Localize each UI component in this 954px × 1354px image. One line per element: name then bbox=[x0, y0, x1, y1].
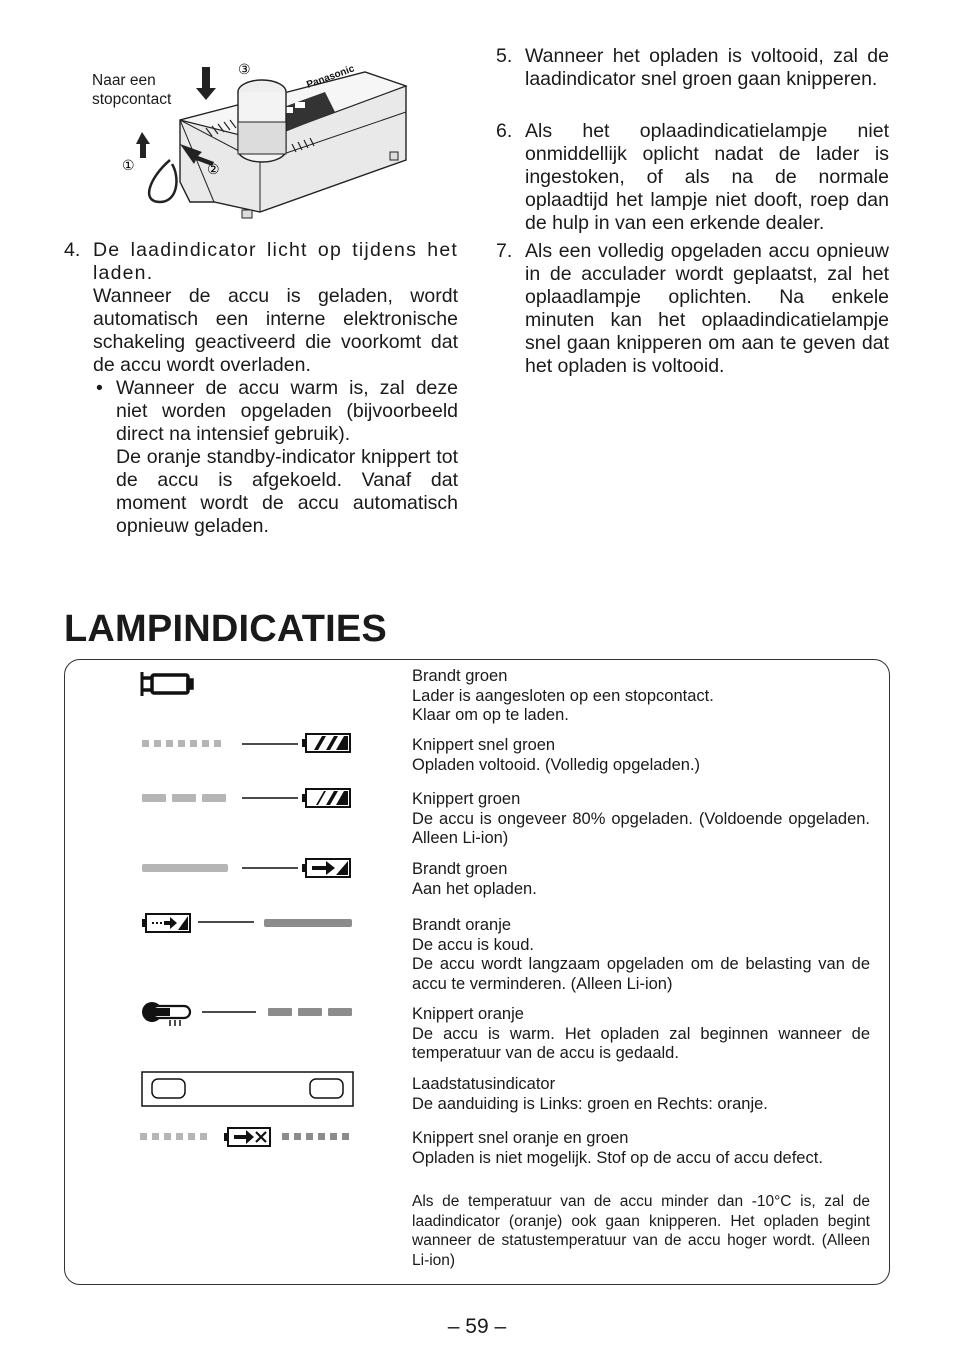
indicator-row-8 bbox=[412, 1129, 870, 1168]
callout-2: ② bbox=[207, 161, 220, 177]
battery-error-icon bbox=[224, 1128, 270, 1146]
status-indicator-icon bbox=[142, 1072, 353, 1106]
lamp-solid bbox=[142, 864, 228, 872]
indicator-row-2 bbox=[412, 736, 870, 775]
step-number: 6. bbox=[496, 120, 513, 142]
figure-label-line1: Naar een bbox=[92, 72, 156, 89]
step-text: Wanneer de accu is geladen, wordt automatisch een interne elektronische schakeling geactiveerd die voorkomt dat de accu wordt overladen. bbox=[93, 285, 458, 376]
step-text: Als het oplaadindicatielampje niet onmiddellijk oplicht nadat de lader is ingestoken, of als na de normale oplaadtijd het lampje niet dooft, roep dan de hulp in van een erkende dealer. bbox=[525, 120, 889, 234]
indicator-line: De accu is ongeveer 80% opgeladen. (Voldoende opgeladen. Alleen Li-ion) bbox=[412, 809, 870, 847]
arrow-down-icon bbox=[196, 67, 216, 100]
indicator-row-7 bbox=[412, 1075, 870, 1114]
callout-1: ① bbox=[122, 157, 135, 173]
battery-charging-icon bbox=[302, 859, 350, 877]
step-text: Wanneer het opladen is voltooid, zal de laadindicator snel groen gaan knipperen. bbox=[525, 45, 889, 90]
indicator-line: De accu wordt langzaam opgeladen om de belasting van de accu te verminderen. (Alleen Li-ion) bbox=[412, 955, 870, 993]
lamp-blink bbox=[142, 794, 226, 802]
battery-full-icon bbox=[302, 734, 350, 752]
lamp-fast-blink bbox=[142, 740, 221, 747]
lamp-solid bbox=[264, 919, 352, 927]
indicator-row-4 bbox=[412, 860, 870, 899]
lamp-fast-blink bbox=[282, 1133, 349, 1140]
indicator-line: Klaar om op te laden. bbox=[412, 706, 569, 724]
charger-illustration bbox=[110, 52, 420, 228]
indicator-row-1 bbox=[412, 667, 870, 726]
step-number: 4. bbox=[64, 239, 81, 261]
brand-logo: Panasonic bbox=[305, 63, 357, 91]
indicator-line: De accu is warm. Het opladen zal beginnen wanneer de temperatuur van de accu is gedaald. bbox=[412, 1024, 870, 1062]
step-text: De laadindicator licht op tijdens het laden. bbox=[93, 239, 458, 284]
indicator-line: Opladen is niet mogelijk. Stof op de accu of accu defect. bbox=[412, 1148, 823, 1167]
indicator-line: Opladen voltooid. (Volledig opgeladen.) bbox=[412, 755, 701, 774]
battery-full-icon bbox=[302, 789, 350, 807]
thermometer-icon bbox=[142, 1002, 190, 1026]
indicator-line: Aan het opladen. bbox=[412, 879, 537, 898]
bullet: • bbox=[96, 377, 103, 399]
indicator-row-6 bbox=[412, 1005, 870, 1064]
step-number: 5. bbox=[496, 45, 513, 67]
indicator-line: De accu is koud. bbox=[412, 935, 534, 954]
lamp-blink bbox=[268, 1008, 352, 1016]
battery-cold-icon bbox=[142, 914, 190, 932]
temperature-note: Als de temperatuur van de accu minder dan -10°C is, zal de laadindicator (oranje) ook gaan knipperen. Het opladen begint wanneer de statustemperatuur van de accu hoger wordt. (Alleen Li-ion) bbox=[412, 1193, 870, 1269]
bullet-text: De oranje standby-indicator knippert tot de accu is afgekoeld. Vanaf dat moment wordt de accu automatisch opnieuw geladen. bbox=[116, 446, 458, 537]
indicator-title: Knippert snel oranje en groen bbox=[412, 1129, 629, 1147]
indicator-title: Laadstatusindicator bbox=[412, 1075, 556, 1093]
step-text: Als een volledig opgeladen accu opnieuw in de acculader wordt geplaatst, zal het oplaadlampje oplichten. Na enkele minuten kan het oplaadindicatielampje snel gaan knipperen om aan te geven dat het opladen is voltooid. bbox=[525, 240, 889, 377]
indicator-title: Knippert snel groen bbox=[412, 736, 556, 754]
plug-icon bbox=[142, 672, 192, 696]
indicator-title: Knippert oranje bbox=[412, 1005, 524, 1023]
indicator-row-3 bbox=[412, 790, 870, 849]
bullet-text: Wanneer de accu warm is, zal deze niet worden opgeladen (bijvoorbeeld direct na intensief gebruik). bbox=[116, 377, 458, 445]
indicator-title: Brandt oranje bbox=[412, 916, 512, 934]
arrow-up-icon bbox=[136, 132, 150, 158]
indicator-icons bbox=[130, 660, 370, 1160]
figure-label-line2: stopcontact bbox=[92, 91, 172, 108]
callout-3: ③ bbox=[238, 61, 251, 77]
indicator-line: Lader is aangesloten op een stopcontact. bbox=[412, 686, 714, 705]
step-number: 7. bbox=[496, 240, 513, 262]
indicator-title: Knippert groen bbox=[412, 790, 521, 808]
indicator-row-5 bbox=[412, 916, 870, 994]
indicator-line: De aanduiding is Links: groen en Rechts: oranje. bbox=[412, 1094, 768, 1113]
page-number: – 59 – bbox=[447, 1315, 507, 1338]
indicator-title: Brandt groen bbox=[412, 667, 508, 685]
indicator-title: Brandt groen bbox=[412, 860, 508, 878]
lamp-fast-blink bbox=[140, 1133, 207, 1140]
section-title: LAMPINDICATIES bbox=[64, 608, 387, 650]
